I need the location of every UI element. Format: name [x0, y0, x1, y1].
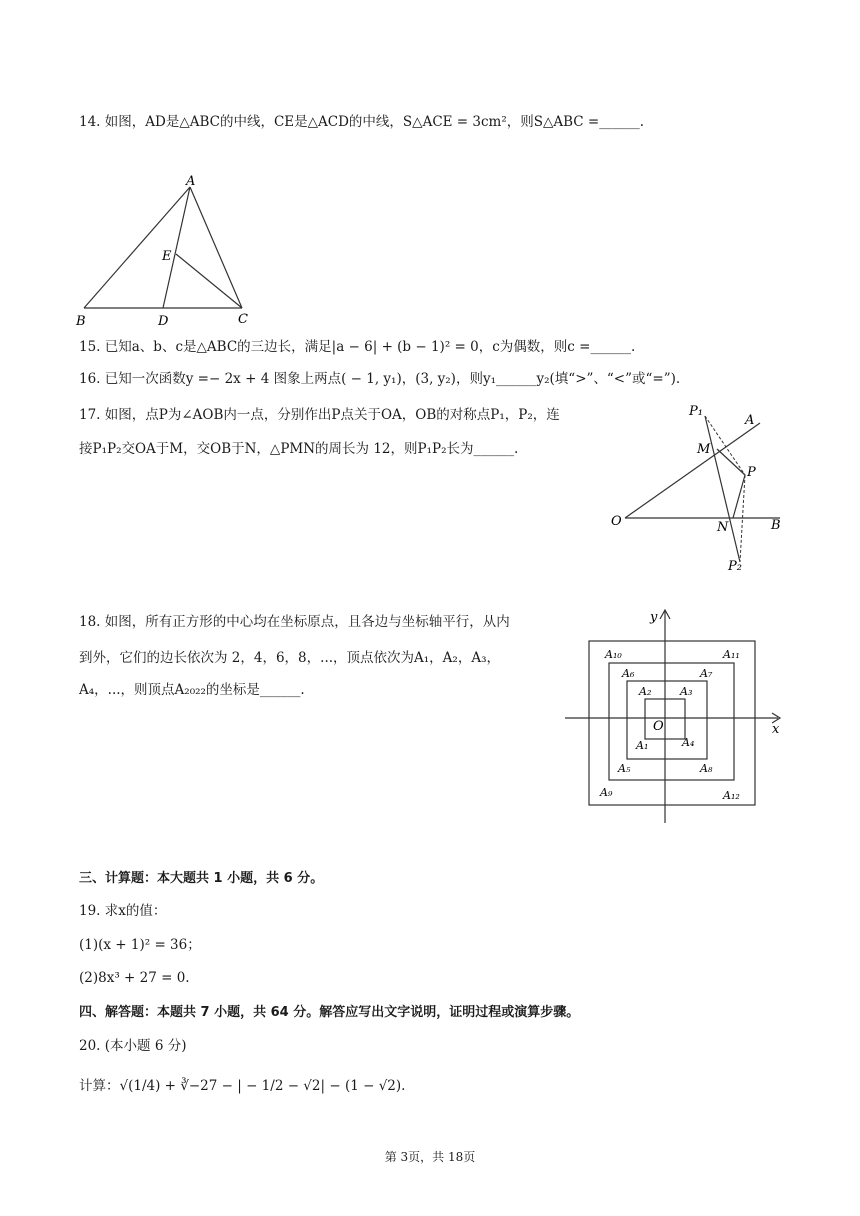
label-A7: A₇	[700, 667, 713, 680]
label-B: B	[76, 314, 86, 329]
question-20-title: 20. (本小题 6 分)	[79, 1038, 187, 1054]
label-A5: A₅	[618, 762, 631, 775]
label-C: C	[238, 312, 248, 327]
label-D: D	[158, 314, 169, 329]
angle-reflection-figure-q17	[605, 400, 795, 580]
section-3-heading: 三、计算题：本大题共 1 小题，共 6 分。	[79, 871, 324, 886]
label-M: M	[697, 442, 711, 457]
label-A: A	[745, 413, 755, 428]
label-E: E	[162, 249, 172, 264]
question-17-line-2: 接P₁P₂交OA于M，交OB于N，△PMN的周长为 12，则P₁P₂长为______.	[79, 441, 519, 457]
question-18-line-3: A₄，...，则顶点A₂₀₂₂的坐标是______.	[79, 682, 305, 698]
page-footer: 第 3页，共 18页	[384, 1150, 476, 1164]
question-18-line-1: 18. 如图，所有正方形的中心均在坐标原点，且各边与坐标轴平行，从内	[79, 614, 510, 630]
label-O: O	[653, 719, 664, 734]
label-A10: A₁₀	[605, 648, 622, 661]
section-4-heading: 四、解答题：本题共 7 小题，共 64 分。解答应写出文字说明，证明过程或演算步骤。	[79, 1005, 580, 1020]
question-16-text: 16. 已知一次函数y =− 2x + 4 图象上两点( − 1, y₁)，(3, y₂)，则y₁______y₂(填“>”、“<”或“=”).	[79, 371, 681, 387]
label-A12: A₁₂	[723, 789, 740, 802]
label-A2: A₂	[639, 685, 652, 698]
label-A3: A₃	[680, 685, 693, 698]
label-y: y	[650, 610, 658, 625]
question-14-text: 14. 如图，AD是△ABC的中线，CE是△ACD的中线，S△ACE = 3cm²，则S△ABC =______.	[79, 114, 645, 130]
question-15-text: 15. 已知a、b、c是△ABC的三边长，满足|a − 6| + (b − 1)² = 0，c为偶数，则c =______.	[79, 339, 636, 355]
question-19-title: 19. 求x的值：	[79, 903, 167, 919]
label-P1: P₁	[689, 404, 703, 419]
question-18-line-2: 到外，它们的边长依次为 2，4，6，8，...，顶点依次为A₁，A₂，A₃，	[79, 650, 501, 666]
label-N: N	[717, 520, 729, 535]
label-A9: A₉	[600, 786, 613, 799]
label-P: P	[747, 465, 756, 480]
label-A11: A₁₁	[723, 648, 740, 661]
label-A: A	[186, 174, 196, 189]
question-19-part-2: (2)8x³ + 27 = 0.	[79, 970, 190, 986]
triangle-figure-q14	[70, 170, 270, 335]
label-O: O	[611, 514, 622, 529]
question-17-line-1: 17. 如图，点P为∠AOB内一点，分别作出P点关于OA，OB的对称点P₁，P₂，连	[79, 407, 560, 423]
label-A4: A₄	[682, 736, 695, 749]
label-A8: A₈	[700, 762, 713, 775]
label-A6: A₆	[622, 667, 635, 680]
label-x: x	[772, 722, 780, 737]
label-P2: P₂	[728, 559, 742, 574]
nested-squares-figure-q18	[560, 605, 790, 827]
label-A1: A₁	[636, 739, 649, 752]
question-19-part-1: (1)(x + 1)² = 36；	[79, 937, 201, 953]
question-20-expression: 计算：√(1/4) + ∛−27 − | − 1/2 − √2| − (1 − √2).	[79, 1078, 406, 1094]
label-B: B	[771, 518, 781, 533]
